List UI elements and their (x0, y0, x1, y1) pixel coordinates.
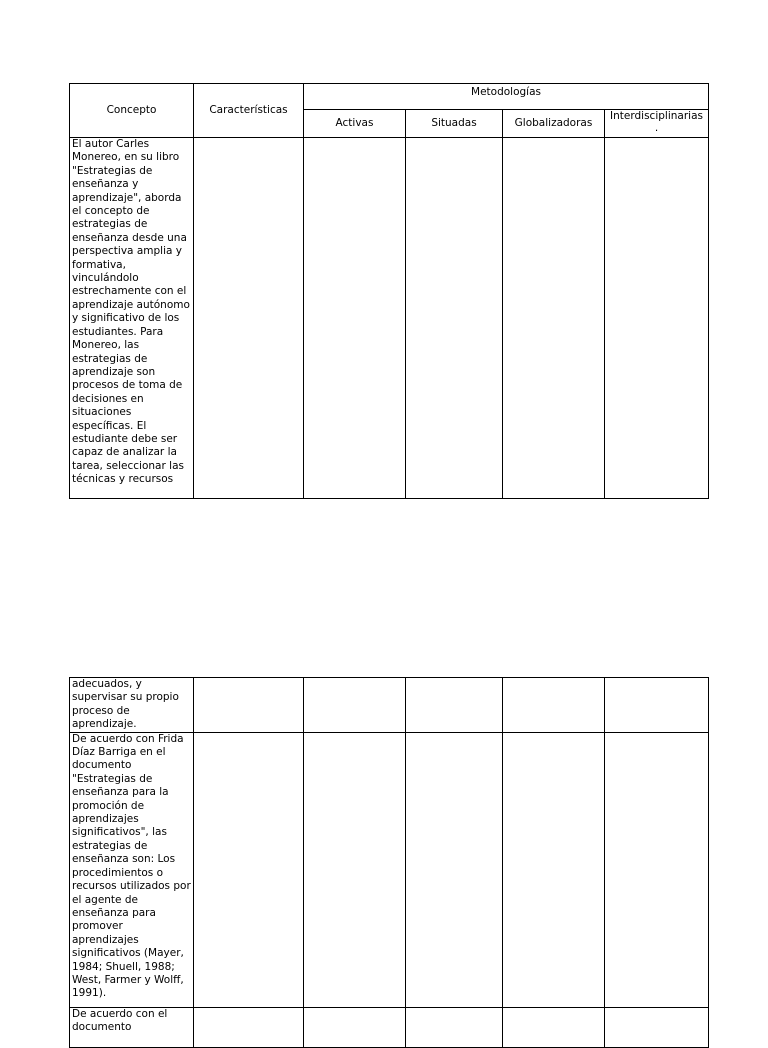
header-metodologias: Metodologías (304, 84, 709, 110)
interdisciplinarias-cell (605, 138, 709, 499)
activas-cell (304, 732, 406, 1007)
header-globalizadoras: Globalizadoras (503, 110, 605, 138)
table-row (70, 678, 709, 733)
concepto-text: adecuados, y supervisar su propio proceso de aprendizaje. (72, 678, 179, 731)
globalizadoras-cell (503, 678, 605, 733)
interdisciplinarias-cell (605, 1007, 709, 1047)
situadas-cell (406, 678, 503, 733)
globalizadoras-cell (503, 1007, 605, 1047)
situadas-cell (406, 138, 503, 499)
caracteristicas-cell (194, 732, 304, 1007)
concepto-cell (70, 1007, 194, 1047)
caracteristicas-cell (194, 138, 304, 499)
header-concepto: Concepto (70, 84, 194, 138)
globalizadoras-cell (503, 138, 605, 499)
header-interdisciplinarias: Interdisciplinarias . (605, 110, 709, 138)
concepto-cell (70, 138, 194, 499)
methodology-table-page-1 (69, 83, 709, 499)
activas-cell (304, 678, 406, 733)
caracteristicas-cell (194, 1007, 304, 1047)
situadas-cell (406, 1007, 503, 1047)
activas-cell (304, 138, 406, 499)
methodology-table-page-2 (69, 677, 709, 1048)
table-row (70, 1007, 709, 1047)
concepto-text: De acuerdo con Frida Díaz Barriga en el documento "Estrategias de enseñanza para la promoción de aprendizajes significativos", las estrategias de enseñanza son: Los procedimientos o recursos utilizados por el agente de enseñanza para promover aprendizajes significativos (Mayer, 1984; Shuell, 1988; West, Farmer y Wolff, 1991). (72, 732, 191, 1000)
interdisciplinarias-cell (605, 678, 709, 733)
activas-cell (304, 1007, 406, 1047)
header-caracteristicas: Características (194, 84, 304, 138)
concepto-text: De acuerdo con el documento (72, 1007, 168, 1034)
concepto-cell (70, 732, 194, 1007)
header-situadas: Situadas (406, 110, 503, 138)
concepto-text: El autor Carles Monereo, en su libro "Estrategias de enseñanza y aprendizaje", aborda el concepto de estrategias de enseñanza desde una perspectiva amplia y formativa, vinculándolo estrechamente con el aprendizaje autónomo y significativo de los estudiantes. Para Monereo, las estrategias de aprendizaje son procesos de toma de decisiones en situaciones específicas. El estudiante debe ser capaz de analizar la tarea, seleccionar las técnicas y recursos (72, 138, 190, 486)
caracteristicas-cell (194, 678, 304, 733)
concepto-cell (70, 678, 194, 733)
interdisciplinarias-cell (605, 732, 709, 1007)
situadas-cell (406, 732, 503, 1007)
table-row (70, 732, 709, 1007)
table-row (70, 138, 709, 499)
header-activas: Activas (304, 110, 406, 138)
globalizadoras-cell (503, 732, 605, 1007)
